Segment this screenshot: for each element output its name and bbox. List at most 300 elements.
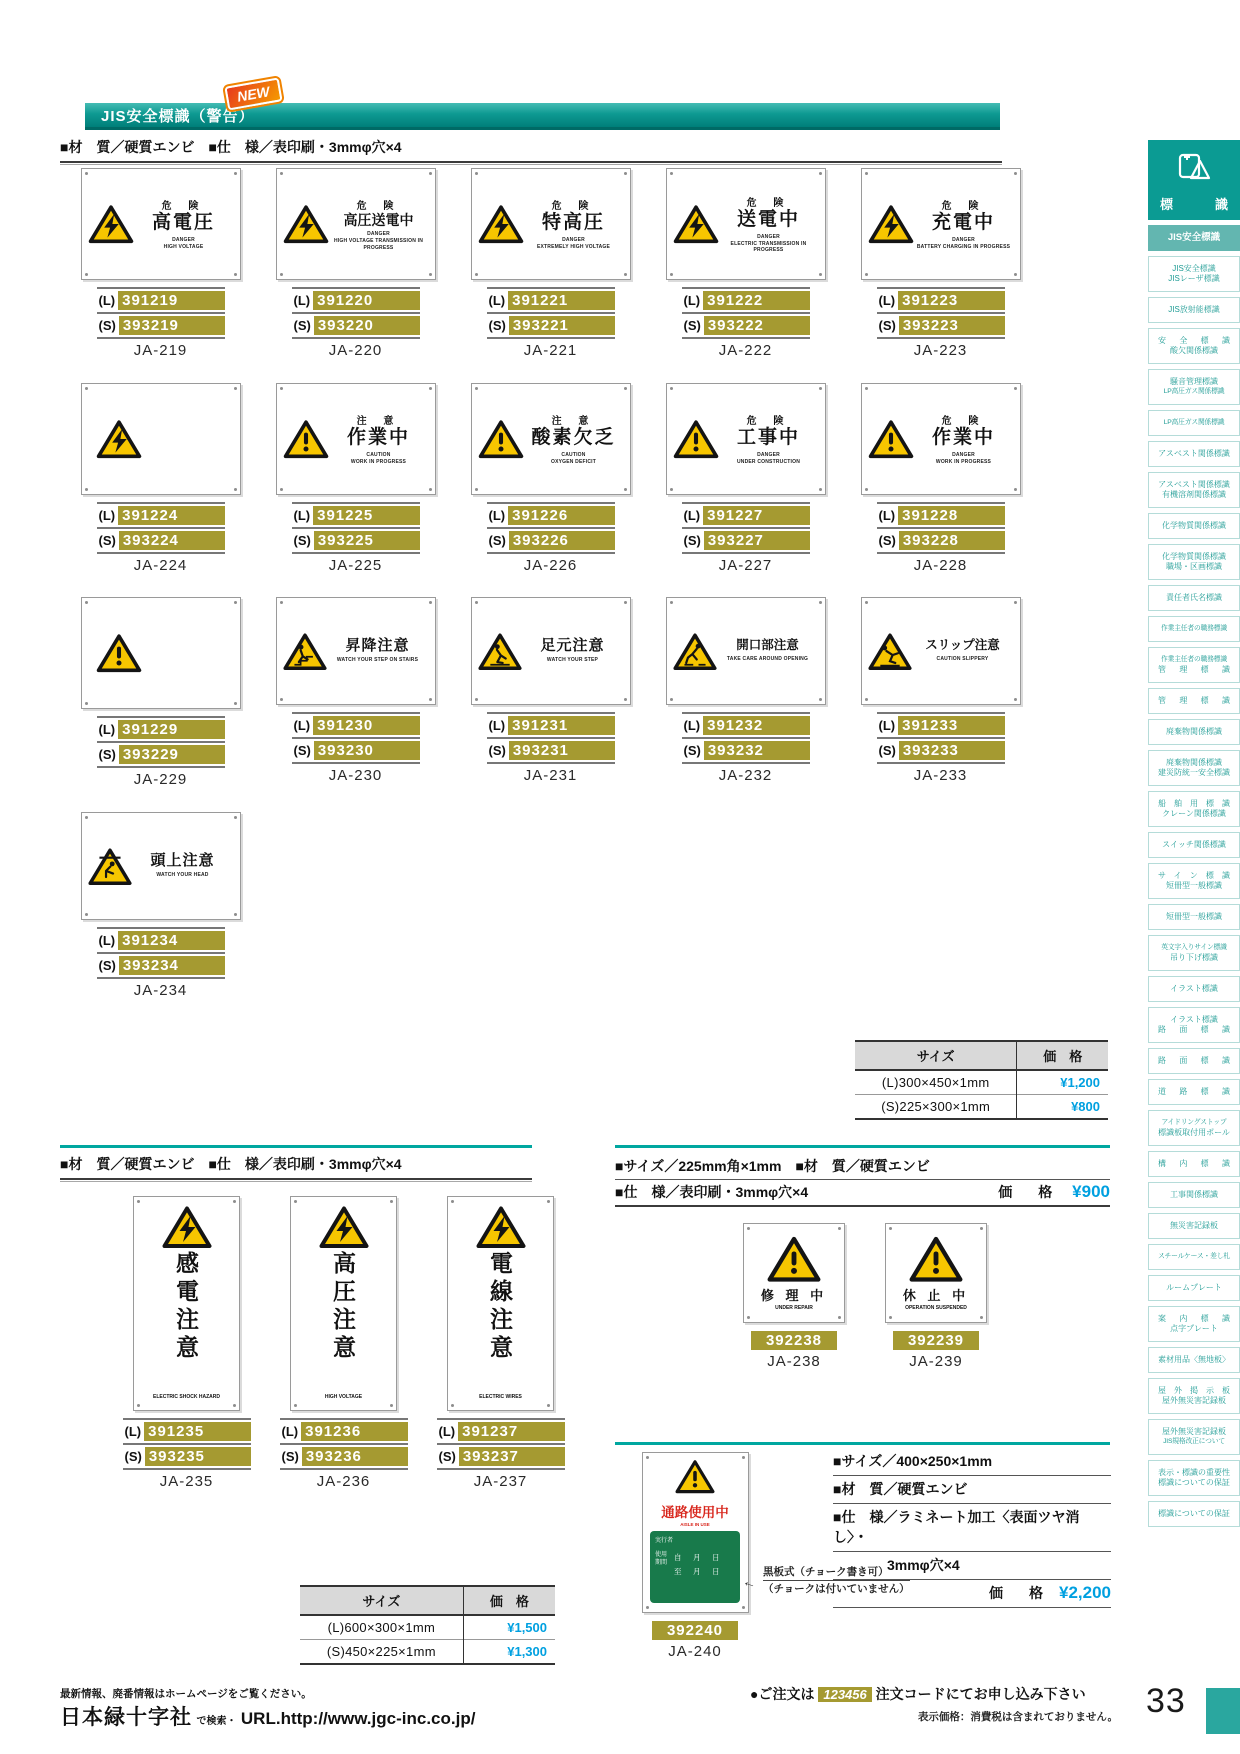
sidebar-item-8 [1148, 472, 1240, 508]
size-label: (L) [683, 508, 701, 523]
screw-icon [819, 698, 822, 701]
order-code: 392239 [893, 1331, 979, 1350]
price-group [998, 1182, 1110, 1202]
sidebar-item-13 [1148, 647, 1240, 683]
screw-icon [670, 172, 673, 175]
code-row-small [97, 312, 225, 337]
price-cell: ¥1,500 [463, 1615, 555, 1640]
size-label: (L) [281, 1424, 299, 1439]
screw-icon [475, 698, 478, 701]
order-codes [893, 1331, 979, 1350]
code-row-small [123, 1443, 251, 1468]
sidebar-item-24 [1148, 1048, 1240, 1074]
sign-category: 注 意 [356, 416, 401, 428]
code-row-large [682, 287, 810, 312]
caution-icon [96, 633, 142, 673]
screw-icon [1014, 172, 1017, 175]
screw-icon [747, 1227, 750, 1230]
order-code: 391228 [898, 506, 1004, 525]
screw-icon [838, 1316, 841, 1319]
size-label: (L) [488, 718, 506, 733]
screw-icon [85, 172, 88, 175]
vertical-signs-row [108, 1196, 532, 1490]
price-table-vertical [300, 1585, 555, 1665]
sidebar-item-19 [1148, 863, 1240, 899]
screw-icon [547, 1404, 550, 1407]
sidebar-item-label: JIS安全標識 [1172, 264, 1216, 273]
model-number: JA-225 [328, 557, 383, 574]
sidebar-item-label: 責任者氏名標識 [1166, 593, 1222, 602]
sign-text: 工事中 [736, 427, 800, 449]
order-code: 393229 [119, 745, 225, 764]
order-code: 393223 [899, 316, 1005, 335]
model-number: JA-219 [133, 342, 188, 359]
sign-text-en: TAKE CARE AROUND OPENING [726, 656, 809, 662]
sidebar-item-label: 建災防統一安全標識 [1158, 768, 1230, 777]
screw-icon [85, 601, 88, 604]
size-label: (S) [878, 533, 896, 548]
product-row-4 [63, 812, 1038, 999]
screw-icon [85, 488, 88, 491]
section-divider [615, 1145, 1110, 1148]
sign-category: 注 意 [551, 416, 596, 428]
sidebar-item-label: 船舶用標識 [1158, 799, 1230, 808]
size-label: (S) [124, 1449, 142, 1464]
sidebar-item-label: イラスト標識 [1170, 984, 1218, 993]
sign-text-en: DANGER UNDER CONSTRUCTION [736, 452, 801, 465]
chalkboard-panel [650, 1531, 740, 1603]
sign-image [276, 168, 436, 280]
product-JA-219 [71, 168, 251, 359]
product-JA-225 [266, 383, 446, 574]
size-label: (S) [488, 318, 506, 333]
order-code: 391233 [898, 716, 1004, 735]
screw-icon [819, 273, 822, 276]
product-JA-238 [743, 1223, 845, 1370]
sign-image [861, 168, 1021, 280]
screw-icon [280, 698, 283, 701]
spec-line: ■材 質／硬質エンビ ■仕 様／表印刷・3mmφ穴×4 [60, 137, 1002, 163]
size-cell: (L)300×450×1mm [881, 1075, 990, 1090]
price-cell: ¥1,300 [463, 1640, 555, 1665]
sign-text-en: CAUTION OXYGEN DEFICIT [550, 452, 597, 465]
sidebar-item-label: 職場・区画標識 [1166, 562, 1222, 571]
sidebar-items [1148, 225, 1240, 1527]
sidebar-item-2 [1148, 256, 1240, 292]
size-label: (S) [281, 1449, 299, 1464]
sign-text-en: UNDER REPAIR [775, 1305, 813, 1311]
sign-category: 危 険 [746, 197, 791, 209]
sidebar-item-label: JIS放射能標識 [1168, 305, 1220, 314]
order-codes [97, 716, 225, 768]
sidebar-item-label: 構内標識 [1158, 1159, 1230, 1168]
caution-icon [767, 1235, 821, 1283]
sidebar-item-37 [1148, 1501, 1240, 1527]
high-voltage-icon [673, 204, 719, 244]
spec-holes: 3mmφ穴×4 [833, 1552, 1111, 1580]
price-table [300, 1585, 555, 1665]
size-label: (S) [293, 533, 311, 548]
order-code: 391222 [703, 291, 809, 310]
sign-image [81, 597, 241, 709]
code-row-large [877, 712, 1005, 737]
screw-icon [624, 488, 627, 491]
sign-text: 電線注意 [487, 1251, 513, 1363]
code-row-small [292, 527, 420, 552]
screw-icon [865, 698, 868, 701]
sidebar-item-label: 標識についての保証 [1158, 1509, 1230, 1518]
sidebar-item-label: 標識についての保証 [1158, 1478, 1230, 1487]
sidebar-item-label: クレーン関係標識 [1162, 809, 1226, 818]
spec-finish: ■仕 様／ラミネート加工〈表面ツヤ消し〉・ [833, 1504, 1111, 1552]
model-number: JA-229 [133, 771, 188, 788]
sign-category: 危 険 [356, 200, 401, 212]
note-line-2: （チョークは付いていません） [763, 1583, 910, 1595]
screw-icon [390, 1200, 393, 1203]
screw-icon [742, 1606, 745, 1609]
sign-image [471, 597, 631, 705]
caution-icon [675, 1459, 715, 1494]
model-number: JA-220 [328, 342, 383, 359]
order-code: 392240 [652, 1621, 738, 1640]
sidebar-item-label: 英文字入りサイン標識 [1161, 944, 1227, 951]
sign-category: 危 険 [941, 416, 986, 428]
model-number: JA-236 [316, 1473, 371, 1490]
sign-category: 危 険 [941, 201, 986, 213]
screw-icon [234, 488, 237, 491]
price-table-header: 価 格 [463, 1586, 555, 1615]
screw-icon [234, 273, 237, 276]
screw-icon [390, 1404, 393, 1407]
caution-icon [478, 419, 524, 459]
sign-image [471, 383, 631, 495]
model-number: JA-228 [913, 557, 968, 574]
vertical-signs-section [60, 1145, 532, 1490]
order-code: 393227 [704, 531, 810, 550]
sidebar-item-label: 標識板取付用ポール [1158, 1128, 1230, 1137]
sign-image [666, 168, 826, 280]
order-codes [487, 502, 615, 554]
screw-icon [280, 273, 283, 276]
aisle-sign-section [615, 1442, 1111, 1660]
sign-text-en: DANGER HIGH VOLTAGE [163, 237, 204, 250]
product-JA-221 [461, 168, 641, 359]
product-JA-233 [851, 597, 1031, 788]
order-code: 391224 [118, 506, 224, 525]
sign-image [447, 1196, 554, 1411]
size-label: (S) [488, 533, 506, 548]
size-label: (L) [878, 508, 896, 523]
sidebar-header [1148, 140, 1240, 220]
size-label: (S) [488, 743, 506, 758]
high-voltage-icon [476, 1205, 526, 1249]
caution-icon [673, 419, 719, 459]
order-code: 393233 [899, 741, 1005, 760]
square-signs-section [615, 1145, 1110, 1370]
spec-size: ■サイズ／400×250×1mm [833, 1448, 1111, 1476]
sidebar-item-label: 廃棄物関係標識 [1166, 758, 1222, 767]
sign-text: 通路使用中 [661, 1505, 729, 1520]
screw-icon [233, 1404, 236, 1407]
screw-icon [475, 488, 478, 491]
publisher-info [60, 1686, 475, 1731]
size-label: (L) [438, 1424, 456, 1439]
price-row [300, 1615, 555, 1640]
order-code: 393232 [704, 741, 810, 760]
sign-image [666, 383, 826, 495]
sidebar-item-label: 管理標識 [1158, 665, 1230, 674]
product-JA-220 [266, 168, 446, 359]
code-row-large [877, 502, 1005, 527]
sidebar-item-label: 有機溶剤関係標識 [1162, 490, 1226, 499]
sign-text-en: WATCH YOUR STEP ON STAIRS [336, 657, 419, 664]
stairs-person-icon [283, 632, 327, 671]
sign-text-en: DANGER WORK IN PROGRESS [935, 452, 992, 465]
price-row [855, 1095, 1108, 1120]
code-row-small [487, 312, 615, 337]
model-number: JA-234 [133, 982, 188, 999]
sidebar-item-label: 路面標識 [1158, 1056, 1230, 1065]
size-label: (L) [488, 508, 506, 523]
code-row-small [292, 312, 420, 337]
code-row-large [97, 287, 225, 312]
screw-icon [865, 488, 868, 491]
order-code: 393222 [704, 316, 810, 335]
sidebar-item-label: 管理標識 [1158, 696, 1230, 705]
code-row-small [877, 312, 1005, 337]
sign-text: 充電中 [931, 212, 995, 234]
sidebar-item-14 [1148, 688, 1240, 714]
sign-text: 酸素欠乏 [531, 427, 616, 449]
sign-text: 高電圧 [151, 212, 215, 234]
sign-text-en: DANGER HIGH VOLTAGE TRANSMISSION IN PROGRESS [333, 231, 424, 251]
high-voltage-icon [478, 204, 524, 244]
sidebar-title: 標 識 [1160, 197, 1228, 212]
sign-image [81, 812, 241, 920]
screw-icon [819, 387, 822, 390]
model-number: JA-235 [159, 1473, 214, 1490]
size-cell: (S)225×300×1mm [855, 1095, 1017, 1120]
screw-icon [234, 913, 237, 916]
product-JA-223 [851, 168, 1031, 359]
search-hint: で検索・ [196, 1716, 237, 1727]
high-voltage-icon [88, 204, 134, 244]
sign-text-en: WATCH YOUR STEP [546, 657, 599, 664]
sidebar-item-9 [1148, 513, 1240, 539]
sidebar-item-label: 作業主任者の職務標識 [1161, 625, 1227, 632]
product-JA-232 [656, 597, 836, 788]
arrow-icon: ← [740, 1572, 760, 1592]
sign-text: 高圧送電中 [343, 211, 414, 228]
code-row-large [97, 927, 225, 952]
sidebar-item-label: アスベスト関係標識 [1158, 480, 1230, 489]
sidebar-item-label: 表示・標識の重要性 [1158, 1468, 1230, 1477]
order-code-sample: 123456 [818, 1687, 871, 1702]
sidebar-item-label: 騒音管理標識 [1170, 377, 1218, 386]
screw-icon [475, 601, 478, 604]
size-label: (L) [293, 508, 311, 523]
size-label: (S) [98, 533, 116, 548]
sidebar-item-label: スチールケース・差し札 [1158, 1253, 1230, 1260]
order-code: 391221 [508, 291, 614, 310]
screw-icon [233, 1200, 236, 1203]
order-codes [97, 927, 225, 979]
sign-text-en: DANGER EXTREMELY HIGH VOLTAGE [536, 237, 611, 250]
order-code: 393237 [459, 1447, 565, 1466]
high-voltage-icon [162, 1205, 212, 1249]
product-JA-235 [108, 1196, 265, 1490]
product-JA-224 [71, 383, 251, 574]
screw-icon [624, 387, 627, 390]
tax-note: 表示価格：消費税は含まれておりません。 [917, 1711, 1118, 1723]
sidebar-item-label: アイドリングストップ [1161, 1119, 1227, 1126]
order-codes [487, 712, 615, 764]
sidebar-item-25 [1148, 1079, 1240, 1105]
size-label: (L) [98, 933, 116, 948]
size-label: (S) [293, 318, 311, 333]
sidebar-item-label: JISレーザ標識 [1168, 274, 1220, 283]
sign-text-en: WATCH YOUR HEAD [156, 872, 209, 879]
size-label: (L) [878, 718, 896, 733]
sidebar-item-22 [1148, 976, 1240, 1002]
product-row-1 [63, 168, 1038, 359]
order-code: 391225 [313, 506, 419, 525]
model-number: JA-231 [523, 767, 578, 784]
head-bump-person-icon [88, 847, 132, 886]
sign-text: 開口部注意 [736, 638, 799, 653]
screw-icon [747, 1316, 750, 1319]
screw-icon [234, 816, 237, 819]
screw-icon [85, 702, 88, 705]
screw-icon [294, 1404, 297, 1407]
price-label: 価 格 [998, 1184, 1059, 1200]
price-cell: ¥800 [1017, 1095, 1108, 1120]
sign-image [743, 1223, 845, 1323]
code-row-large [97, 716, 225, 741]
sidebar-item-label: 路面標識 [1158, 1025, 1230, 1034]
price-row [300, 1640, 555, 1665]
price-table-header: 価 格 [1017, 1041, 1108, 1070]
sidebar-item-15 [1148, 719, 1240, 745]
screw-icon [429, 488, 432, 491]
order-codes [292, 712, 420, 764]
size-label: (L) [488, 293, 506, 308]
price-value: ¥2,200 [1059, 1583, 1111, 1602]
size-label: (L) [98, 508, 116, 523]
sidebar-item-18 [1148, 832, 1240, 858]
spec-line: ■仕 様／表印刷・3mmφ穴×4 [615, 1184, 809, 1200]
product-JA-226 [461, 383, 641, 574]
screw-icon [429, 387, 432, 390]
sidebar-item-label: 工事関係標識 [1170, 1190, 1218, 1199]
model-number: JA-226 [523, 557, 578, 574]
code-row-large [123, 1418, 251, 1443]
sidebar-item-label: 屋外無災害記録板 [1162, 1427, 1226, 1436]
product-JA-222 [656, 168, 836, 359]
model-number: JA-230 [328, 767, 383, 784]
model-number: JA-239 [909, 1353, 963, 1370]
code-row-small [682, 312, 810, 337]
screw-icon [429, 273, 432, 276]
sign-image [885, 1223, 987, 1323]
high-voltage-icon [868, 204, 914, 244]
square-signs-row [743, 1223, 1110, 1370]
code-row-large [877, 287, 1005, 312]
board-to: 至 月 日 [674, 1567, 722, 1576]
section-title-bar [85, 103, 1000, 130]
code-row-small [487, 737, 615, 762]
price-table-standard [855, 1040, 1108, 1120]
screw-icon [865, 601, 868, 604]
sidebar-item-16 [1148, 750, 1240, 786]
size-label: (S) [683, 743, 701, 758]
sidebar-item-31 [1148, 1275, 1240, 1301]
code-row-large [292, 287, 420, 312]
sidebar-item-label: 短冊型一般標識 [1166, 881, 1222, 890]
order-code: 391235 [144, 1422, 250, 1441]
order-text-pre: ●ご注文は [750, 1686, 815, 1702]
order-code: 393226 [509, 531, 615, 550]
sidebar-item-label: 無災害記録板 [1170, 1221, 1218, 1230]
price-cell: ¥1,200 [1017, 1070, 1108, 1095]
board-period-label: 使用期間 [655, 1552, 668, 1566]
screw-icon [137, 1200, 140, 1203]
order-codes [487, 287, 615, 339]
screw-icon [670, 698, 673, 701]
sidebar-item-label: JIS規格改正について [1163, 1438, 1225, 1445]
sidebar-item-label: 屋外無災害記録板 [1162, 1396, 1226, 1405]
order-code: 393225 [314, 531, 420, 550]
sign-text: 昇降注意 [345, 636, 410, 654]
sidebar-item-label: 作業主任者の職務標識 [1161, 656, 1227, 663]
screw-icon [85, 913, 88, 916]
order-code: 393235 [145, 1447, 251, 1466]
sign-text-en: ELECTRIC SHOCK HAZARD [153, 1394, 220, 1400]
code-row-large [280, 1418, 408, 1443]
screw-icon [280, 601, 283, 604]
model-number: JA-227 [718, 557, 773, 574]
sign-image [642, 1452, 749, 1613]
high-voltage-icon [283, 204, 329, 244]
screw-icon [819, 488, 822, 491]
order-code: 391237 [458, 1422, 564, 1441]
model-number: JA-224 [133, 557, 188, 574]
brand-name: 日本緑十字社 [60, 1706, 192, 1729]
size-label: (L) [683, 293, 701, 308]
order-code: 393228 [899, 531, 1005, 550]
sidebar-item-label: イラスト標識 [1170, 1015, 1218, 1024]
model-number: JA-221 [523, 342, 578, 359]
code-row-small [487, 527, 615, 552]
sidebar-item-1 [1148, 225, 1240, 251]
screw-icon [889, 1227, 892, 1230]
order-code: 391226 [508, 506, 614, 525]
screw-icon [980, 1316, 983, 1319]
code-row-large [437, 1418, 565, 1443]
board-from: 自 月 日 [674, 1553, 722, 1562]
sidebar-item-label: 化学物質関係標識 [1162, 521, 1226, 530]
sign-text: 休 止 中 [902, 1288, 970, 1303]
code-row-large [487, 712, 615, 737]
product-JA-234 [71, 812, 251, 999]
order-code: 392238 [751, 1331, 837, 1350]
screw-icon [1014, 698, 1017, 701]
order-code: 391223 [898, 291, 1004, 310]
size-cell: (L)600×300×1mm [327, 1620, 436, 1635]
size-label: (S) [438, 1449, 456, 1464]
screw-icon [646, 1606, 649, 1609]
sign-image [276, 597, 436, 705]
